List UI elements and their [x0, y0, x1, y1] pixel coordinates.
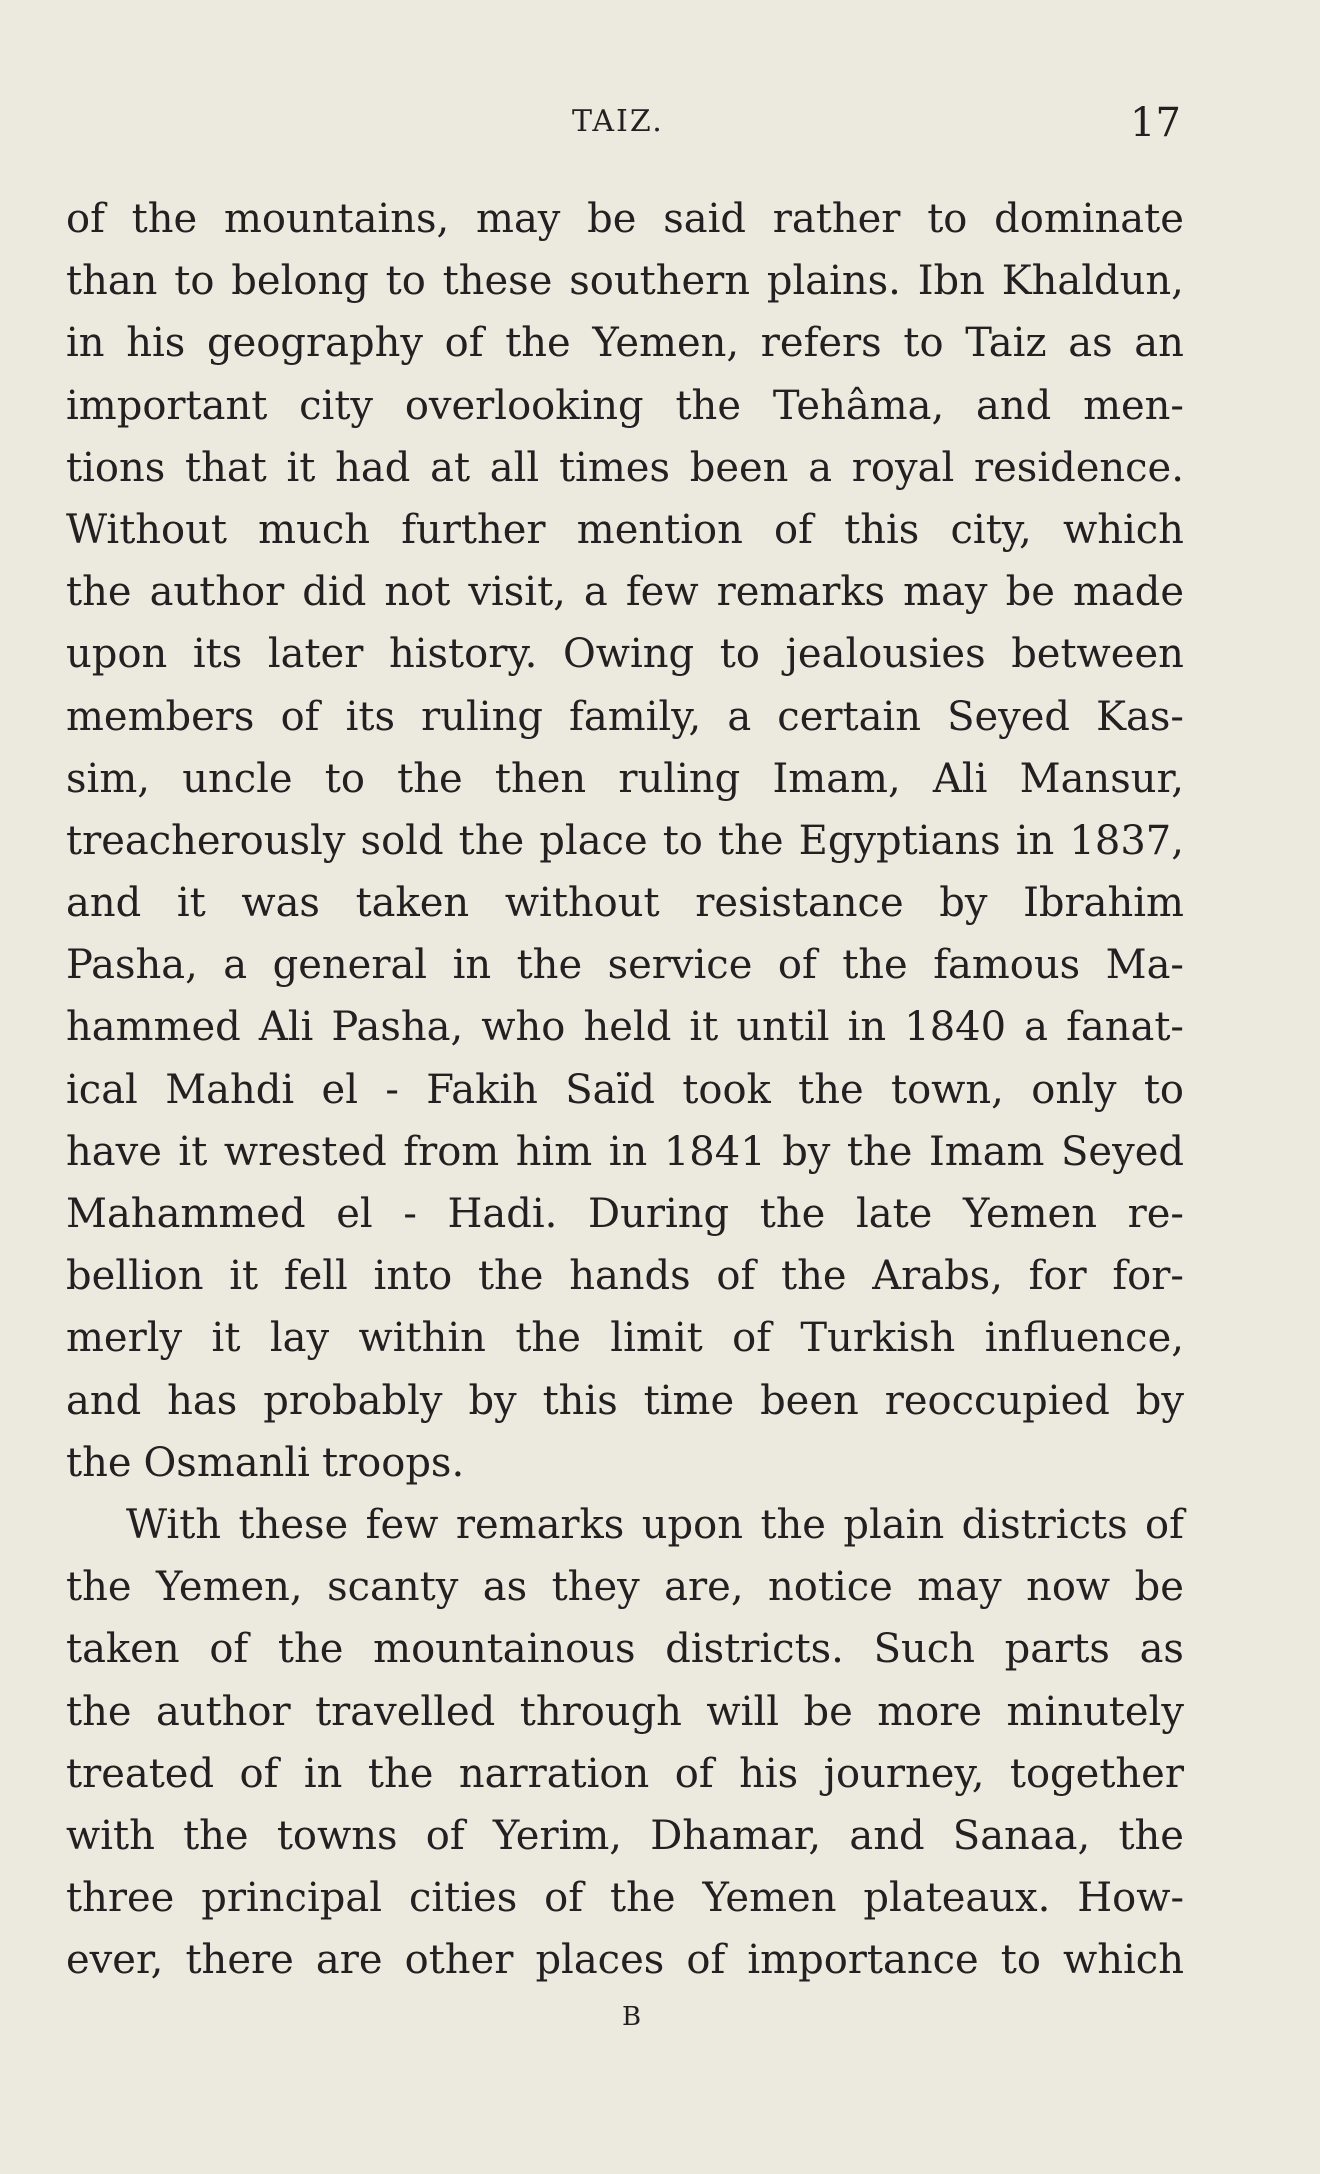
word: influence,	[984, 1315, 1184, 1362]
word: a	[223, 942, 248, 989]
word: a	[808, 444, 833, 491]
word: to	[719, 631, 760, 678]
word: an	[1134, 320, 1184, 367]
word: in	[66, 320, 105, 367]
word: uncle	[182, 755, 293, 802]
word: Imam,	[772, 755, 901, 802]
word: the	[760, 1501, 826, 1548]
word: belong	[231, 258, 369, 305]
word: from	[403, 1128, 500, 1175]
word: Osmanli	[143, 1439, 310, 1486]
word: Owing	[562, 631, 695, 678]
word: without	[504, 880, 660, 927]
word: the	[516, 942, 583, 989]
word: hammed	[66, 1004, 241, 1051]
word: as	[482, 1564, 528, 1611]
word: of	[66, 196, 105, 242]
word: notice	[767, 1564, 893, 1611]
word: Egyptians	[798, 817, 1001, 864]
word: Yemen,	[592, 320, 740, 367]
word: sim,	[66, 755, 150, 802]
word: the	[367, 1750, 434, 1797]
word: Mansur,	[1019, 755, 1184, 802]
word: as	[1139, 1626, 1184, 1673]
paragraph-1	[66, 188, 1184, 1494]
word: tions	[66, 444, 166, 491]
word: there	[185, 1937, 294, 1984]
word: through	[519, 1688, 682, 1735]
word: Pasha,	[66, 942, 198, 989]
word: Yemen,	[155, 1564, 303, 1611]
page-number: 17	[1130, 100, 1181, 146]
word: Mahdi	[165, 1066, 295, 1113]
word: Yemen	[963, 1191, 1097, 1237]
word: places	[535, 1937, 665, 1984]
word: scanty	[327, 1564, 459, 1611]
word: the	[277, 1626, 344, 1673]
word: fanat-	[1066, 1004, 1184, 1051]
word: ruling	[618, 755, 741, 802]
word: visit,	[468, 569, 566, 616]
word: further	[401, 506, 546, 553]
word: Arabs,	[872, 1253, 1003, 1300]
word: his	[739, 1750, 799, 1797]
word: will	[706, 1688, 780, 1735]
word: between	[1011, 631, 1184, 678]
word: town,	[891, 1066, 1004, 1113]
word: limit	[610, 1315, 703, 1362]
word: southern	[569, 258, 750, 305]
word: in	[608, 1128, 648, 1175]
word: said	[663, 196, 747, 242]
word: to	[903, 320, 944, 367]
word: of	[239, 1750, 279, 1797]
word: the	[781, 1253, 847, 1300]
word: cities	[408, 1875, 518, 1922]
word: men-	[1083, 382, 1184, 429]
word: hands	[569, 1253, 691, 1300]
word: travelled	[315, 1688, 496, 1735]
word: in	[452, 942, 492, 989]
word: 1840	[904, 1004, 1007, 1051]
word: a	[583, 569, 608, 616]
word: Ibrahim	[1023, 880, 1184, 927]
word: Turkish	[800, 1315, 956, 1362]
word: of	[209, 1626, 249, 1673]
word: its	[345, 693, 395, 740]
running-head	[0, 100, 1320, 150]
word: the	[846, 1128, 913, 1175]
word: who	[481, 1004, 566, 1051]
word: then	[494, 755, 587, 802]
word: During	[588, 1191, 730, 1237]
text-line	[66, 934, 1184, 996]
word: treacherously	[66, 817, 346, 864]
word: residence.	[974, 444, 1184, 491]
word: famous	[933, 942, 1081, 989]
word: to	[662, 817, 703, 864]
word: be	[1134, 1564, 1184, 1611]
word: it	[211, 1315, 241, 1362]
word: together	[1009, 1750, 1184, 1797]
word: until	[736, 1004, 830, 1051]
text-line	[66, 250, 1184, 312]
word: remarks	[716, 569, 886, 616]
text-line	[66, 1370, 1184, 1432]
word: of	[280, 693, 320, 740]
text-line	[66, 1183, 1184, 1245]
word: Yemen	[702, 1875, 837, 1922]
word: was	[241, 880, 320, 927]
signature-mark: B	[622, 2002, 643, 2032]
word: parts	[1004, 1626, 1110, 1673]
running-title: TAIZ.	[572, 104, 664, 139]
word: -	[385, 1066, 399, 1113]
word: place	[539, 817, 648, 864]
word: plain	[843, 1501, 945, 1548]
word: by	[782, 1128, 831, 1175]
word: Ali	[932, 755, 988, 802]
word: history.	[388, 631, 538, 678]
word: later	[267, 631, 364, 678]
word: to	[927, 196, 968, 242]
text-line	[66, 1494, 1184, 1556]
word: mountainous	[373, 1626, 636, 1673]
word: ever,	[66, 1937, 164, 1984]
word: narration	[458, 1750, 650, 1797]
word: to	[1000, 1937, 1041, 1984]
word: remarks	[455, 1501, 625, 1548]
word: certain	[777, 693, 921, 740]
word: which	[1063, 1937, 1184, 1984]
word: by	[939, 880, 988, 927]
word: into	[373, 1253, 453, 1300]
word: in	[1015, 817, 1055, 864]
word: rather	[772, 196, 901, 242]
word: the	[1118, 1812, 1184, 1859]
word: journey,	[823, 1750, 985, 1797]
word: been	[760, 1377, 859, 1424]
word: of	[686, 1937, 726, 1984]
word: in	[847, 1004, 887, 1051]
word: upon	[66, 631, 168, 678]
word: city,	[950, 506, 1032, 553]
word: the	[798, 1066, 864, 1113]
word: of	[1145, 1501, 1184, 1548]
word: Such	[873, 1626, 975, 1673]
text-line	[66, 810, 1184, 872]
word: Ibn	[917, 258, 985, 305]
word: the	[477, 1253, 544, 1300]
word: the	[183, 1812, 249, 1859]
text-line	[66, 686, 1184, 748]
word: of	[444, 320, 484, 367]
word: did	[302, 569, 367, 616]
word: it	[229, 1253, 259, 1300]
word: been	[689, 444, 789, 491]
body-text	[66, 188, 1184, 1991]
word: With	[126, 1501, 222, 1548]
word: it	[178, 1128, 208, 1175]
word: mountains,	[223, 196, 450, 242]
word: of	[716, 1253, 756, 1300]
word: the	[842, 942, 908, 989]
word: the	[759, 1191, 826, 1237]
text-line	[66, 1805, 1184, 1867]
word: towns	[276, 1812, 398, 1859]
text-line	[66, 375, 1184, 437]
word: other	[404, 1937, 514, 1984]
word: sold	[360, 817, 444, 864]
text-line	[66, 1307, 1184, 1369]
word: taken	[355, 880, 470, 927]
word: late	[855, 1191, 933, 1237]
word: geography	[207, 320, 423, 367]
word: to	[174, 258, 215, 305]
word: treated	[66, 1750, 215, 1797]
word: Mahammed	[66, 1191, 306, 1237]
word: three	[66, 1875, 175, 1922]
word: importance	[747, 1937, 979, 1984]
word: How-	[1077, 1875, 1184, 1922]
word: which	[1062, 506, 1184, 553]
word: Imam	[928, 1128, 1045, 1175]
word: of	[777, 942, 817, 989]
word: refers	[760, 320, 882, 367]
word: el	[321, 1066, 358, 1113]
word: Hadi.	[447, 1191, 558, 1237]
word: Kas-	[1096, 693, 1184, 740]
word: upon	[641, 1501, 743, 1548]
word: mention	[576, 506, 743, 553]
word: of	[674, 1750, 714, 1797]
word: of	[774, 506, 813, 553]
word: made	[1072, 569, 1184, 616]
text-line	[66, 1618, 1184, 1680]
word: Seyed	[1061, 1128, 1184, 1175]
word: a	[1024, 1004, 1048, 1051]
word: service	[607, 942, 753, 989]
word: for	[1028, 1253, 1087, 1300]
word: are,	[664, 1564, 744, 1611]
word: be	[587, 196, 637, 242]
word: ical	[66, 1066, 138, 1113]
text-line	[66, 1245, 1184, 1307]
word: with	[66, 1812, 155, 1859]
word: -	[403, 1191, 417, 1237]
word: times	[558, 444, 670, 491]
word: districts.	[665, 1626, 844, 1673]
text-line	[66, 1929, 1184, 1991]
word: reoccupied	[884, 1377, 1110, 1424]
word: the	[675, 382, 741, 429]
word: the	[66, 1688, 132, 1735]
word: that	[185, 444, 267, 491]
word: lay	[269, 1315, 330, 1362]
word: wrested	[223, 1128, 387, 1175]
word: Ma-	[1105, 942, 1184, 989]
word: Pasha,	[331, 1004, 464, 1051]
word: plateaux.	[863, 1875, 1051, 1922]
text-line	[66, 1556, 1184, 1618]
word: merly	[66, 1315, 183, 1362]
word: author	[149, 569, 285, 616]
word: and	[66, 1377, 142, 1424]
word: by	[468, 1377, 517, 1424]
word: important	[66, 382, 268, 429]
word: this	[844, 506, 920, 553]
word: by	[1135, 1377, 1184, 1424]
word: within	[358, 1315, 486, 1362]
word: of	[732, 1315, 771, 1362]
word: Saïd	[565, 1066, 655, 1113]
word: re-	[1127, 1191, 1184, 1237]
text-line	[66, 996, 1184, 1058]
word: principal	[201, 1875, 382, 1922]
word: of	[425, 1812, 465, 1859]
word: districts	[961, 1501, 1128, 1548]
word: it	[286, 444, 316, 491]
text-line	[66, 1121, 1184, 1183]
word: be	[1005, 569, 1055, 616]
word: for-	[1112, 1253, 1184, 1300]
word: it	[689, 1004, 719, 1051]
word: Sanaa,	[952, 1812, 1091, 1859]
word: this	[542, 1377, 618, 1424]
word: the	[66, 1564, 132, 1611]
word: than	[66, 258, 158, 305]
word: the	[610, 1875, 676, 1922]
text-line	[66, 872, 1184, 934]
word: minutely	[1006, 1688, 1184, 1735]
word: dominate	[994, 196, 1184, 242]
word: the	[131, 196, 198, 242]
word: much	[258, 506, 371, 553]
word: ruling	[421, 693, 543, 740]
word: they	[551, 1564, 640, 1611]
word: a	[727, 693, 752, 740]
word: may	[476, 196, 561, 242]
word: may	[903, 569, 988, 616]
word: jealousies	[785, 631, 986, 678]
word: author	[155, 1688, 291, 1735]
word: troops.	[321, 1439, 465, 1486]
text-line	[66, 1681, 1184, 1743]
word: city	[299, 382, 373, 429]
word: took	[682, 1066, 771, 1113]
word: 1841	[663, 1128, 766, 1175]
text-line	[66, 312, 1184, 374]
word: be	[803, 1688, 853, 1735]
word: these	[238, 1501, 349, 1548]
word: it	[176, 880, 206, 927]
text-line	[66, 561, 1184, 623]
word: had	[335, 444, 411, 491]
word: these	[442, 258, 553, 305]
word: have	[66, 1128, 162, 1175]
word: all	[489, 444, 540, 491]
text-line	[66, 1743, 1184, 1805]
text-line	[66, 437, 1184, 499]
word: Yerim,	[492, 1812, 623, 1859]
word: him	[515, 1128, 593, 1175]
word: royal	[851, 444, 955, 491]
word: Ali	[258, 1004, 314, 1051]
word: the	[458, 817, 525, 864]
text-line	[66, 1059, 1184, 1121]
word: Seyed	[947, 693, 1071, 740]
text-line	[66, 499, 1184, 561]
word: general	[272, 942, 428, 989]
word: his	[126, 320, 186, 367]
word: 1837,	[1069, 817, 1184, 864]
text-line	[66, 1867, 1184, 1929]
word: the	[718, 817, 784, 864]
text-line	[66, 188, 1184, 250]
word: to	[324, 755, 365, 802]
word: Tehâma,	[772, 382, 945, 429]
word: the	[397, 755, 463, 802]
word: resistance	[695, 880, 904, 927]
word: are	[315, 1937, 383, 1984]
word: time	[643, 1377, 735, 1424]
word: probably	[263, 1377, 443, 1424]
word: at	[430, 444, 471, 491]
word: as	[1068, 320, 1113, 367]
word: of	[544, 1875, 584, 1922]
word: the	[505, 320, 571, 367]
word: taken	[66, 1626, 180, 1673]
word: now	[1026, 1564, 1111, 1611]
paragraph-2	[66, 1494, 1184, 1992]
word: the	[66, 1439, 132, 1486]
text-line	[66, 748, 1184, 810]
word: Khaldun,	[1001, 258, 1184, 305]
word: few	[365, 1501, 439, 1548]
word: may	[917, 1564, 1002, 1611]
text-line	[66, 1432, 1184, 1494]
word: only	[1031, 1066, 1117, 1113]
word: and	[66, 880, 142, 927]
word: few	[625, 569, 699, 616]
word: el	[336, 1191, 373, 1237]
word: overlooking	[404, 382, 644, 429]
word: Dhamar,	[650, 1812, 822, 1859]
word: more	[877, 1688, 983, 1735]
word: Without	[66, 506, 227, 553]
word: and	[976, 382, 1052, 429]
word: its	[192, 631, 243, 678]
word: has	[167, 1377, 238, 1424]
word: members	[66, 693, 255, 740]
word: the	[66, 569, 132, 616]
word: fell	[283, 1253, 348, 1300]
word: to	[385, 258, 426, 305]
word: plains.	[766, 258, 901, 305]
word: the	[515, 1315, 581, 1362]
word: not	[384, 569, 451, 616]
word: and	[849, 1812, 925, 1859]
word: held	[583, 1004, 672, 1051]
word: bellion	[66, 1253, 204, 1300]
text-line	[66, 623, 1184, 685]
word: family,	[569, 693, 702, 740]
word: to	[1143, 1066, 1184, 1113]
word: in	[303, 1750, 343, 1797]
word: Fakih	[426, 1066, 538, 1113]
word: Taiz	[965, 320, 1047, 367]
